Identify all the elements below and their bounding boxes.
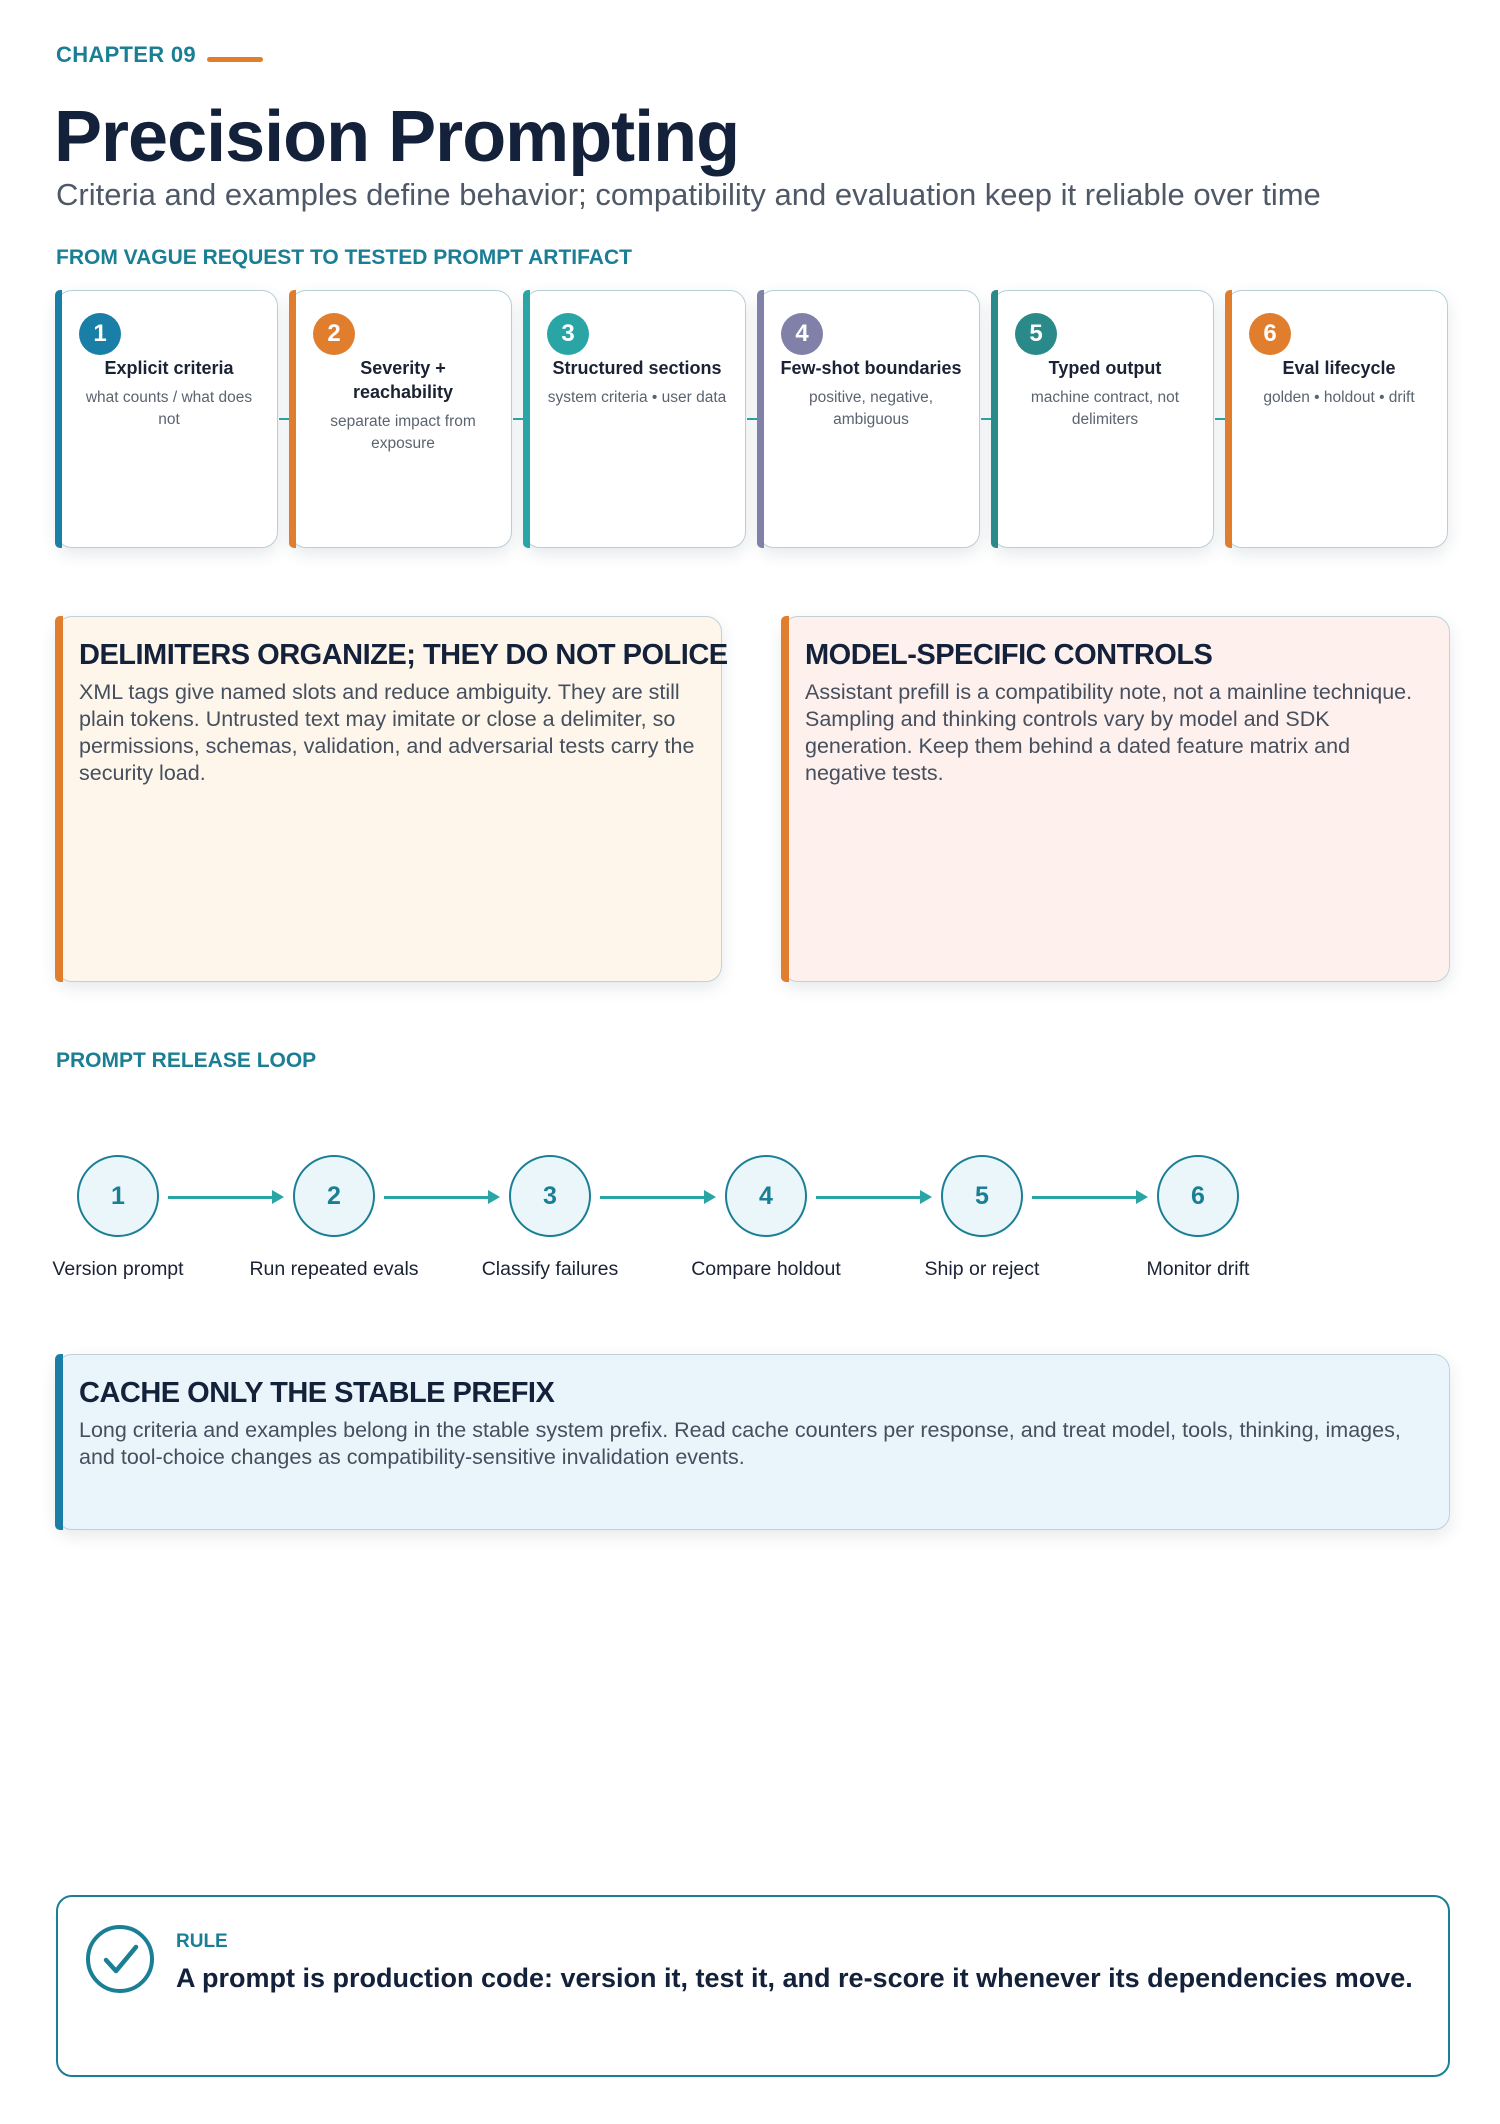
callout-body: Long criteria and examples belong in the stable system prefix. Read cache counters per response, and treat model, tools, thinking, images, and tool-choice changes as compatibility-sensitive invalidation events.: [79, 1418, 1401, 1469]
callout-body: XML tags give named slots and reduce ambiguity. They are still plain tokens. Untrusted text may imitate or close a delimiter, so permissions, schemas, validation, and adversarial tests carry the security load.: [79, 680, 695, 785]
loop-step-node: 5: [941, 1155, 1023, 1237]
release-loop-label: PROMPT RELEASE LOOP: [56, 1049, 317, 1072]
callout-title: CACHE ONLY THE STABLE PREFIX: [79, 1377, 555, 1409]
loop-arrow: [384, 1196, 496, 1199]
step-title: Explicit criteria: [104, 358, 234, 378]
step-desc: machine contract, not delimiters: [1030, 389, 1180, 428]
step-card: [56, 290, 278, 548]
chapter-label: CHAPTER 09: [56, 42, 196, 67]
callout-accent-bar: [55, 616, 63, 982]
loop-step-label: Classify failures: [481, 1258, 619, 1280]
step-number: 1: [79, 313, 121, 355]
callout-accent-bar: [781, 616, 789, 982]
loop-step-node: 1: [77, 1155, 159, 1237]
step-accent-bar: [289, 290, 296, 548]
step-accent-bar: [55, 290, 62, 548]
loop-step-label: Compare holdout: [691, 1258, 841, 1280]
step-number: 4: [781, 313, 823, 355]
loop-arrow: [168, 1196, 280, 1199]
step-card: [1226, 290, 1448, 548]
model-controls-callout: [782, 616, 1450, 982]
step-desc: golden • holdout • drift: [1263, 389, 1415, 406]
step-title: Eval lifecycle: [1282, 358, 1396, 378]
step-number: 2: [313, 313, 355, 355]
step-number: 6: [1249, 313, 1291, 355]
loop-step-node: 3: [509, 1155, 591, 1237]
loop-step-label: Ship or reject: [924, 1258, 1040, 1280]
step-desc: separate impact from exposure: [330, 413, 476, 452]
step-title: Severity + reachability: [352, 358, 454, 402]
delimiters-callout: [56, 616, 728, 982]
loop-arrow: [600, 1196, 712, 1199]
step-card: [524, 290, 746, 548]
rule-text: A prompt is production code: version it, test it, and re-score it whenever its dependencies move.: [176, 1963, 1413, 1993]
callout-body: Assistant prefill is a compatibility note, not a mainline technique. Sampling and thinking controls vary by model and SDK generation. Keep them behind a dated feature matrix and negative tests.: [805, 680, 1413, 785]
step-accent-bar: [757, 290, 764, 548]
step-card: [992, 290, 1214, 548]
loop-arrow: [816, 1196, 928, 1199]
loop-step-label: Monitor drift: [1146, 1258, 1250, 1280]
loop-step-node: 4: [725, 1155, 807, 1237]
step-number: 3: [547, 313, 589, 355]
step-accent-bar: [1225, 290, 1232, 548]
page-title: Precision Prompting: [54, 97, 740, 177]
callout-title: DELIMITERS ORGANIZE; THEY DO NOT POLICE: [79, 639, 728, 671]
step-title: Structured sections: [552, 358, 722, 378]
callout-title: MODEL-SPECIFIC CONTROLS: [805, 639, 1213, 671]
loop-arrow: [1032, 1196, 1144, 1199]
rule-kicker: RULE: [176, 1931, 228, 1952]
artifact-section-label: FROM VAGUE REQUEST TO TESTED PROMPT ARTIFACT: [56, 246, 632, 269]
step-card: [758, 290, 980, 548]
cache-callout: [56, 1354, 1450, 1530]
loop-step-node: 6: [1157, 1155, 1239, 1237]
check-circle-icon: [84, 1923, 156, 1995]
step-number: 5: [1015, 313, 1057, 355]
step-title: Typed output: [1048, 358, 1162, 378]
step-accent-bar: [991, 290, 998, 548]
step-desc: what counts / what does not: [85, 389, 253, 428]
page-subtitle: Criteria and examples define behavior; compatibility and evaluation keep it reliable over time: [56, 177, 1321, 212]
loop-step-node: 2: [293, 1155, 375, 1237]
step-card: [290, 290, 512, 548]
chapter-accent-line: [207, 57, 263, 62]
step-title: Few-shot boundaries: [780, 358, 962, 378]
step-accent-bar: [523, 290, 530, 548]
loop-step-label: Run repeated evals: [249, 1258, 419, 1280]
callout-accent-bar: [55, 1354, 63, 1530]
loop-step-label: Version prompt: [52, 1258, 184, 1280]
step-desc: positive, negative, ambiguous: [808, 389, 934, 428]
step-desc: system criteria • user data: [547, 389, 727, 406]
rule-box: [56, 1895, 1450, 2077]
